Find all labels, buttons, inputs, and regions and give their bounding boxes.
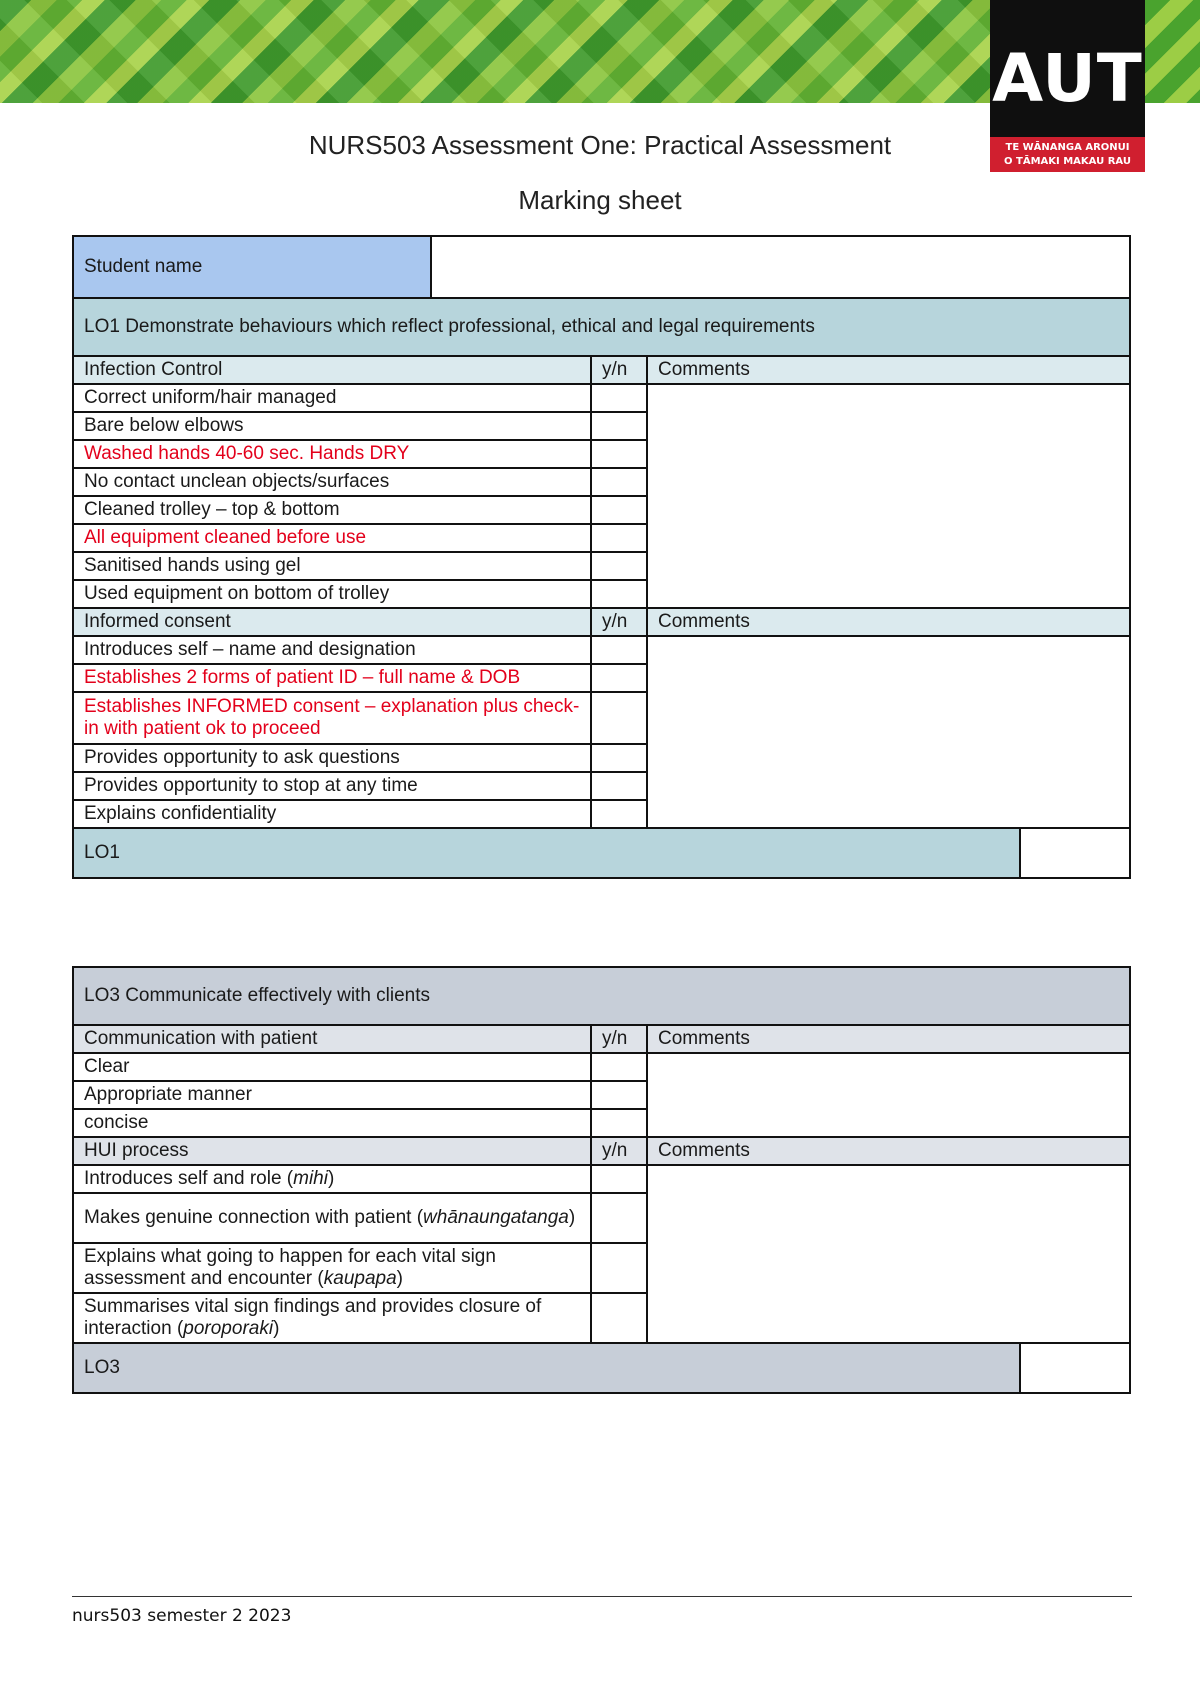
header-banner	[0, 0, 990, 103]
student-name-label: Student name	[73, 236, 431, 298]
criterion-item: Bare below elbows	[73, 412, 591, 440]
criterion-item: Sanitised hands using gel	[73, 552, 591, 580]
yn-header: y/n	[591, 1025, 647, 1053]
criterion-item	[73, 1293, 591, 1343]
criterion-item	[73, 1243, 591, 1293]
yn-cell[interactable]	[591, 664, 647, 692]
comments-cell[interactable]	[647, 1165, 1130, 1343]
yn-cell[interactable]	[591, 800, 647, 828]
criterion-item-critical: All equipment cleaned before use	[73, 524, 591, 552]
comments-header: Comments	[647, 1025, 1130, 1053]
yn-cell[interactable]	[591, 580, 647, 608]
criterion-item: Provides opportunity to ask questions	[73, 744, 591, 772]
criterion-suffix: )	[273, 1318, 280, 1339]
document-subtitle: Marking sheet	[518, 185, 682, 215]
criterion-suffix: )	[396, 1268, 403, 1289]
yn-cell[interactable]	[591, 552, 647, 580]
yn-cell[interactable]	[591, 1293, 647, 1343]
criterion-item: Correct uniform/hair managed	[73, 384, 591, 412]
yn-header: y/n	[591, 608, 647, 636]
criterion-item-critical: Establishes 2 forms of patient ID – full name & DOB	[73, 664, 591, 692]
comments-cell[interactable]	[647, 384, 1130, 608]
yn-cell[interactable]	[591, 524, 647, 552]
criterion-text: Introduces self and role (	[84, 1168, 294, 1189]
section-title: HUI process	[73, 1137, 591, 1165]
comments-header: Comments	[647, 608, 1130, 636]
lo3-marking-table	[72, 966, 1131, 1394]
criterion-item: Appropriate manner	[73, 1081, 591, 1109]
yn-cell[interactable]	[591, 692, 647, 744]
section-title: Informed consent	[73, 608, 591, 636]
comments-cell[interactable]	[647, 1053, 1130, 1137]
yn-cell[interactable]	[591, 772, 647, 800]
lo1-total-label: LO1	[73, 828, 1020, 878]
yn-cell[interactable]	[591, 636, 647, 664]
criterion-text: Summarises vital sign findings and provides closure of interaction (	[84, 1296, 542, 1339]
section-title: Communication with patient	[73, 1025, 591, 1053]
criterion-item-critical: Washed hands 40-60 sec. Hands DRY	[73, 440, 591, 468]
criterion-item: No contact unclean objects/surfaces	[73, 468, 591, 496]
lo3-total-label: LO3	[73, 1343, 1020, 1393]
yn-cell[interactable]	[591, 468, 647, 496]
logo-wordmark: AUT	[992, 40, 1143, 117]
criterion-item: Introduces self – name and designation	[73, 636, 591, 664]
maori-term: mihi	[293, 1168, 328, 1189]
criterion-item	[73, 1165, 591, 1193]
criterion-suffix: )	[327, 1168, 335, 1189]
criterion-item: Used equipment on bottom of trolley	[73, 580, 591, 608]
criterion-text: Makes genuine connection with patient (	[84, 1207, 424, 1228]
yn-cell[interactable]	[591, 384, 647, 412]
lo3-total-cell[interactable]	[1020, 1343, 1130, 1393]
yn-cell[interactable]	[591, 1193, 647, 1243]
section-title: Infection Control	[73, 356, 591, 384]
yn-cell[interactable]	[591, 496, 647, 524]
comments-header: Comments	[647, 1137, 1130, 1165]
header-banner-right	[1145, 0, 1200, 103]
footer-text: nurs503 semester 2 2023	[72, 1606, 292, 1626]
lo1-total-cell[interactable]	[1020, 828, 1130, 878]
yn-cell[interactable]	[591, 744, 647, 772]
yn-cell[interactable]	[591, 1109, 647, 1137]
comments-header: Comments	[647, 356, 1130, 384]
yn-header: y/n	[591, 1137, 647, 1165]
logo-sub-line1: TE WĀNANGA ARONUI	[1005, 142, 1130, 153]
criterion-item	[73, 1193, 591, 1243]
yn-cell[interactable]	[591, 1081, 647, 1109]
lo1-marking-table	[72, 235, 1131, 879]
yn-header: y/n	[591, 356, 647, 384]
lo3-heading: LO3 Communicate effectively with clients	[73, 967, 1130, 1025]
criterion-item: Cleaned trolley – top & bottom	[73, 496, 591, 524]
criterion-item: Provides opportunity to stop at any time	[73, 772, 591, 800]
lo1-heading: LO1 Demonstrate behaviours which reflect professional, ethical and legal requirements	[73, 298, 1130, 356]
logo-sub-line2: O TĀMAKI MAKAU RAU	[1004, 156, 1131, 167]
yn-cell[interactable]	[591, 1053, 647, 1081]
document-title: NURS503 Assessment One: Practical Assessment	[308, 130, 892, 160]
criterion-text: Explains what going to happen for each vital sign assessment and encounter (	[84, 1246, 496, 1289]
criterion-suffix: )	[568, 1207, 576, 1228]
yn-cell[interactable]	[591, 1165, 647, 1193]
maori-term: kaupapa	[323, 1268, 397, 1289]
yn-cell[interactable]	[591, 412, 647, 440]
yn-cell[interactable]	[591, 1243, 647, 1293]
maori-term: poroporaki	[183, 1318, 274, 1339]
student-name-field[interactable]	[431, 236, 1130, 298]
footer-rule	[72, 1596, 1132, 1597]
comments-cell[interactable]	[647, 636, 1130, 828]
criterion-item-critical: Establishes INFORMED consent – explanation plus check-in with patient ok to proceed	[73, 692, 591, 744]
criterion-item: concise	[73, 1109, 591, 1137]
yn-cell[interactable]	[591, 440, 647, 468]
criterion-item: Clear	[73, 1053, 591, 1081]
criterion-item: Explains confidentiality	[73, 800, 591, 828]
maori-term: whānaungatanga	[423, 1207, 569, 1228]
